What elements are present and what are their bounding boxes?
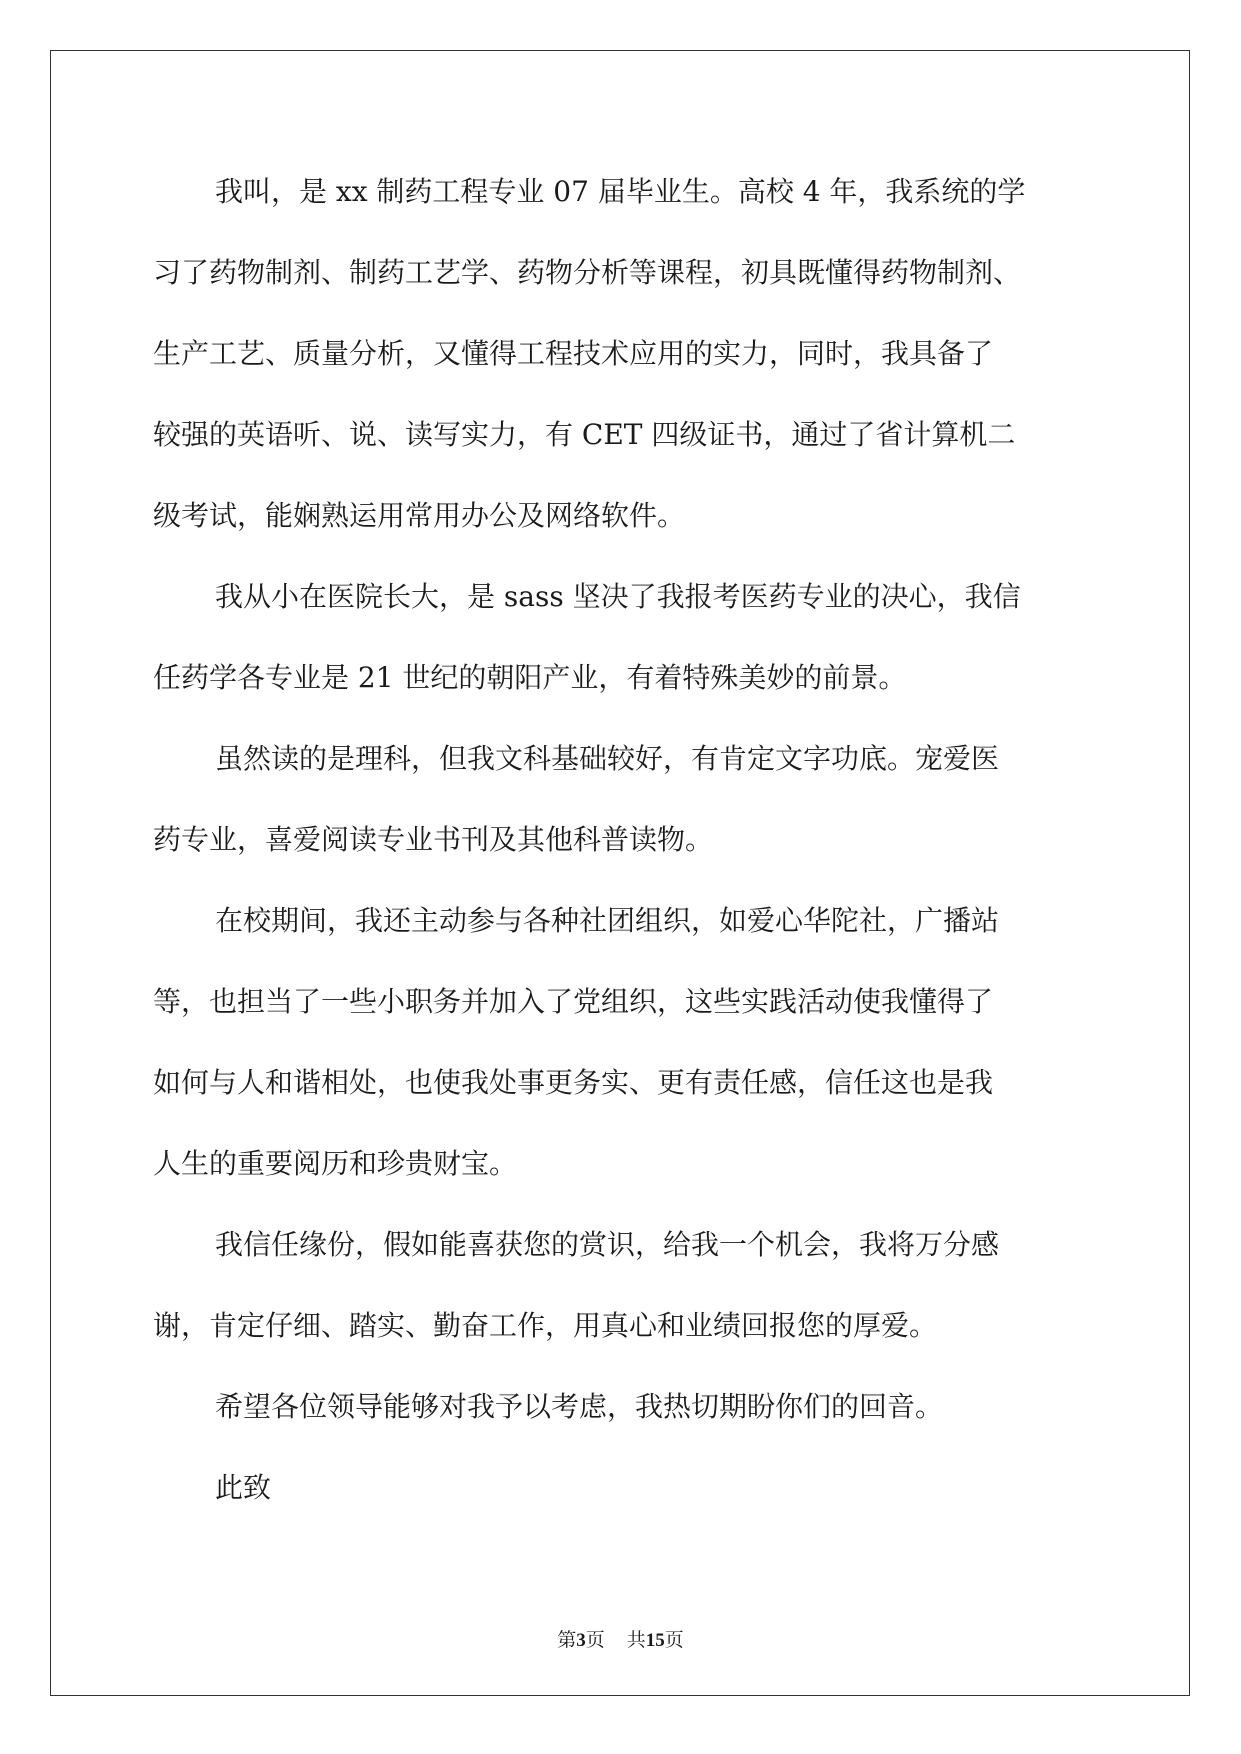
paragraph-line: 虽然读的是理科，但我文科基础较好，有肯定文字功底。宠爱医 bbox=[215, 742, 1000, 775]
total-prefix: 共 bbox=[626, 1629, 646, 1651]
page-total: 15 bbox=[645, 1630, 665, 1651]
letter-body bbox=[153, 160, 1088, 1537]
paragraph-line: 在校期间，我还主动参与各种社团组织，如爱心华陀社，广播站 bbox=[215, 904, 1000, 937]
paragraph-line: 生产工艺、质量分析，又懂得工程技术应用的实力，同时，我具备了 bbox=[153, 337, 994, 370]
closing-salutation: 此致 bbox=[215, 1471, 272, 1504]
page-current: 3 bbox=[576, 1630, 586, 1651]
paragraph-line: 级考试，能娴熟运用常用办公及网络软件。 bbox=[153, 499, 686, 532]
paragraph-line: 我从小在医院长大，是 sass 坚决了我报考医药专业的决心，我信 bbox=[215, 580, 1021, 613]
paragraph-line: 等，也担当了一些小职务并加入了党组织，这些实践活动使我懂得了 bbox=[153, 985, 994, 1018]
page-footer bbox=[0, 1628, 1241, 1653]
total-suffix: 页 bbox=[664, 1629, 684, 1651]
paragraph-line: 习了药物制剂、制药工艺学、药物分析等课程，初具既懂得药物制剂、 bbox=[153, 256, 1022, 289]
paragraph-line: 人生的重要阅历和珍贵财宝。 bbox=[153, 1147, 518, 1180]
paragraph-line: 如何与人和谐相处，也使我处事更务实、更有责任感，信任这也是我 bbox=[153, 1066, 994, 1099]
paragraph-line: 我信任缘份，假如能喜获您的赏识，给我一个机会，我将万分感 bbox=[215, 1228, 1000, 1261]
paragraph-line: 药专业，喜爱阅读专业书刊及其他科普读物。 bbox=[153, 823, 714, 856]
paragraph-line: 希望各位领导能够对我予以考虑，我热切期盼你们的回音。 bbox=[215, 1390, 944, 1423]
page-suffix: 页 bbox=[585, 1629, 605, 1651]
paragraph-line: 较强的英语听、说、读写实力，有 CET 四级证书，通过了省计算机二 bbox=[153, 418, 1016, 451]
paragraph-line: 我叫，是 xx 制药工程专业 07 届毕业生。高校 4 年，我系统的学 bbox=[215, 175, 1026, 208]
page-prefix: 第 bbox=[557, 1629, 577, 1651]
paragraph-line: 任药学各专业是 21 世纪的朝阳产业，有着特殊美妙的前景。 bbox=[153, 661, 907, 694]
paragraph-line: 谢，肯定仔细、踏实、勤奋工作，用真心和业绩回报您的厚爱。 bbox=[153, 1309, 938, 1342]
